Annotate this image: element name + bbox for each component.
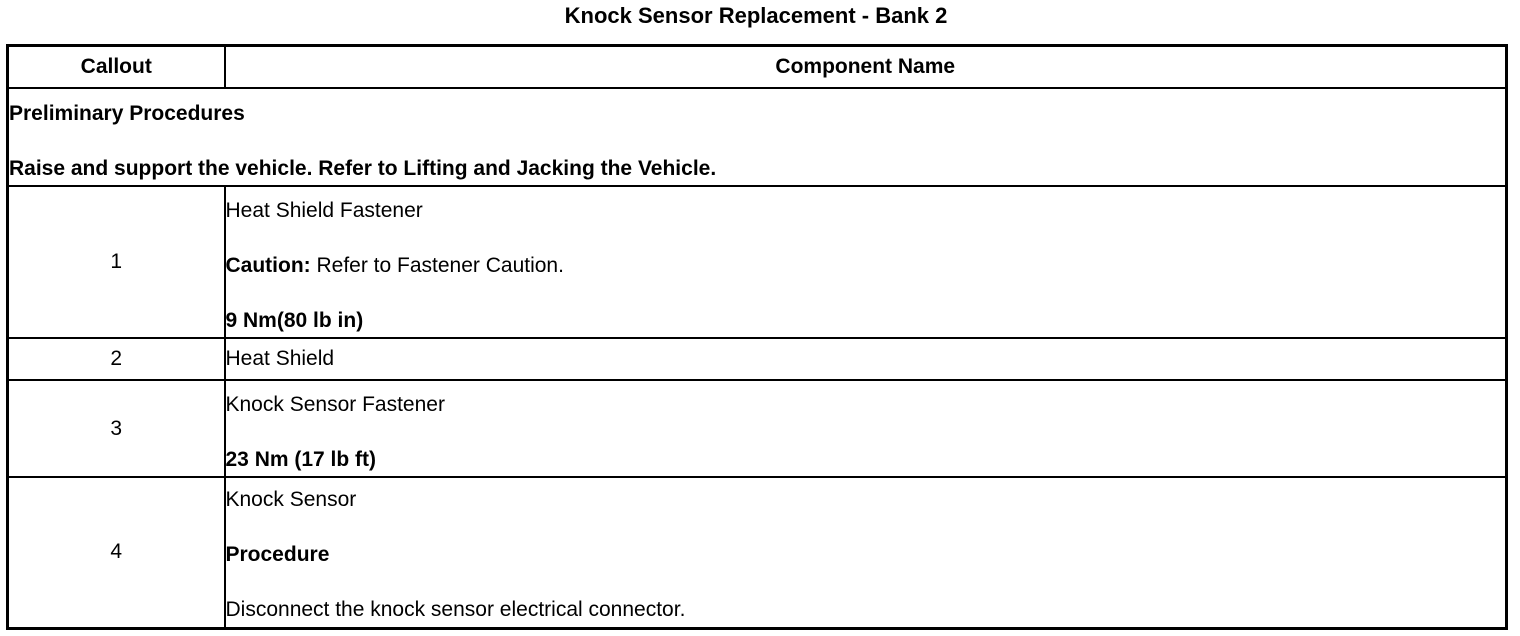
table-row — [8, 477, 1507, 629]
table-row — [8, 380, 1507, 477]
component-name: Knock Sensor — [225, 488, 357, 512]
component-cell — [225, 477, 1507, 629]
component-cell — [225, 338, 1507, 380]
preliminary-procedures-row — [8, 88, 1507, 186]
table-row — [8, 338, 1507, 380]
callout-cell: 2 — [8, 338, 225, 380]
component-name-header: Component Name — [225, 46, 1507, 89]
callout-cell: 4 — [8, 477, 225, 629]
torque-spec: 23 Nm (17 lb ft) — [225, 448, 377, 472]
component-name: Knock Sensor Fastener — [225, 393, 445, 417]
preliminary-text: Raise and support the vehicle. Refer to Lifting and Jacking the Vehicle. — [9, 156, 717, 180]
component-name: Heat Shield — [225, 347, 335, 371]
component-table — [6, 44, 1508, 630]
callout-header: Callout — [8, 46, 225, 89]
preliminary-procedures-cell — [8, 88, 1507, 186]
caution-label: Caution: — [225, 253, 311, 277]
table-row — [8, 186, 1507, 338]
component-name: Heat Shield Fastener — [225, 198, 423, 222]
component-cell — [225, 380, 1507, 477]
procedure-step: Disconnect the knock sensor electrical connector. — [225, 598, 686, 622]
procedure-label: Procedure — [225, 543, 330, 567]
callout-cell: 1 — [8, 186, 225, 338]
caution-note — [226, 252, 1506, 280]
caution-text: Refer to Fastener Caution. — [310, 253, 564, 277]
torque-spec: 9 Nm(80 lb in) — [225, 308, 364, 332]
callout-cell: 3 — [8, 380, 225, 477]
table-header-row — [8, 46, 1507, 89]
component-cell — [225, 186, 1507, 338]
page-title: Knock Sensor Replacement - Bank 2 — [564, 3, 948, 28]
preliminary-heading: Preliminary Procedures — [9, 101, 245, 125]
